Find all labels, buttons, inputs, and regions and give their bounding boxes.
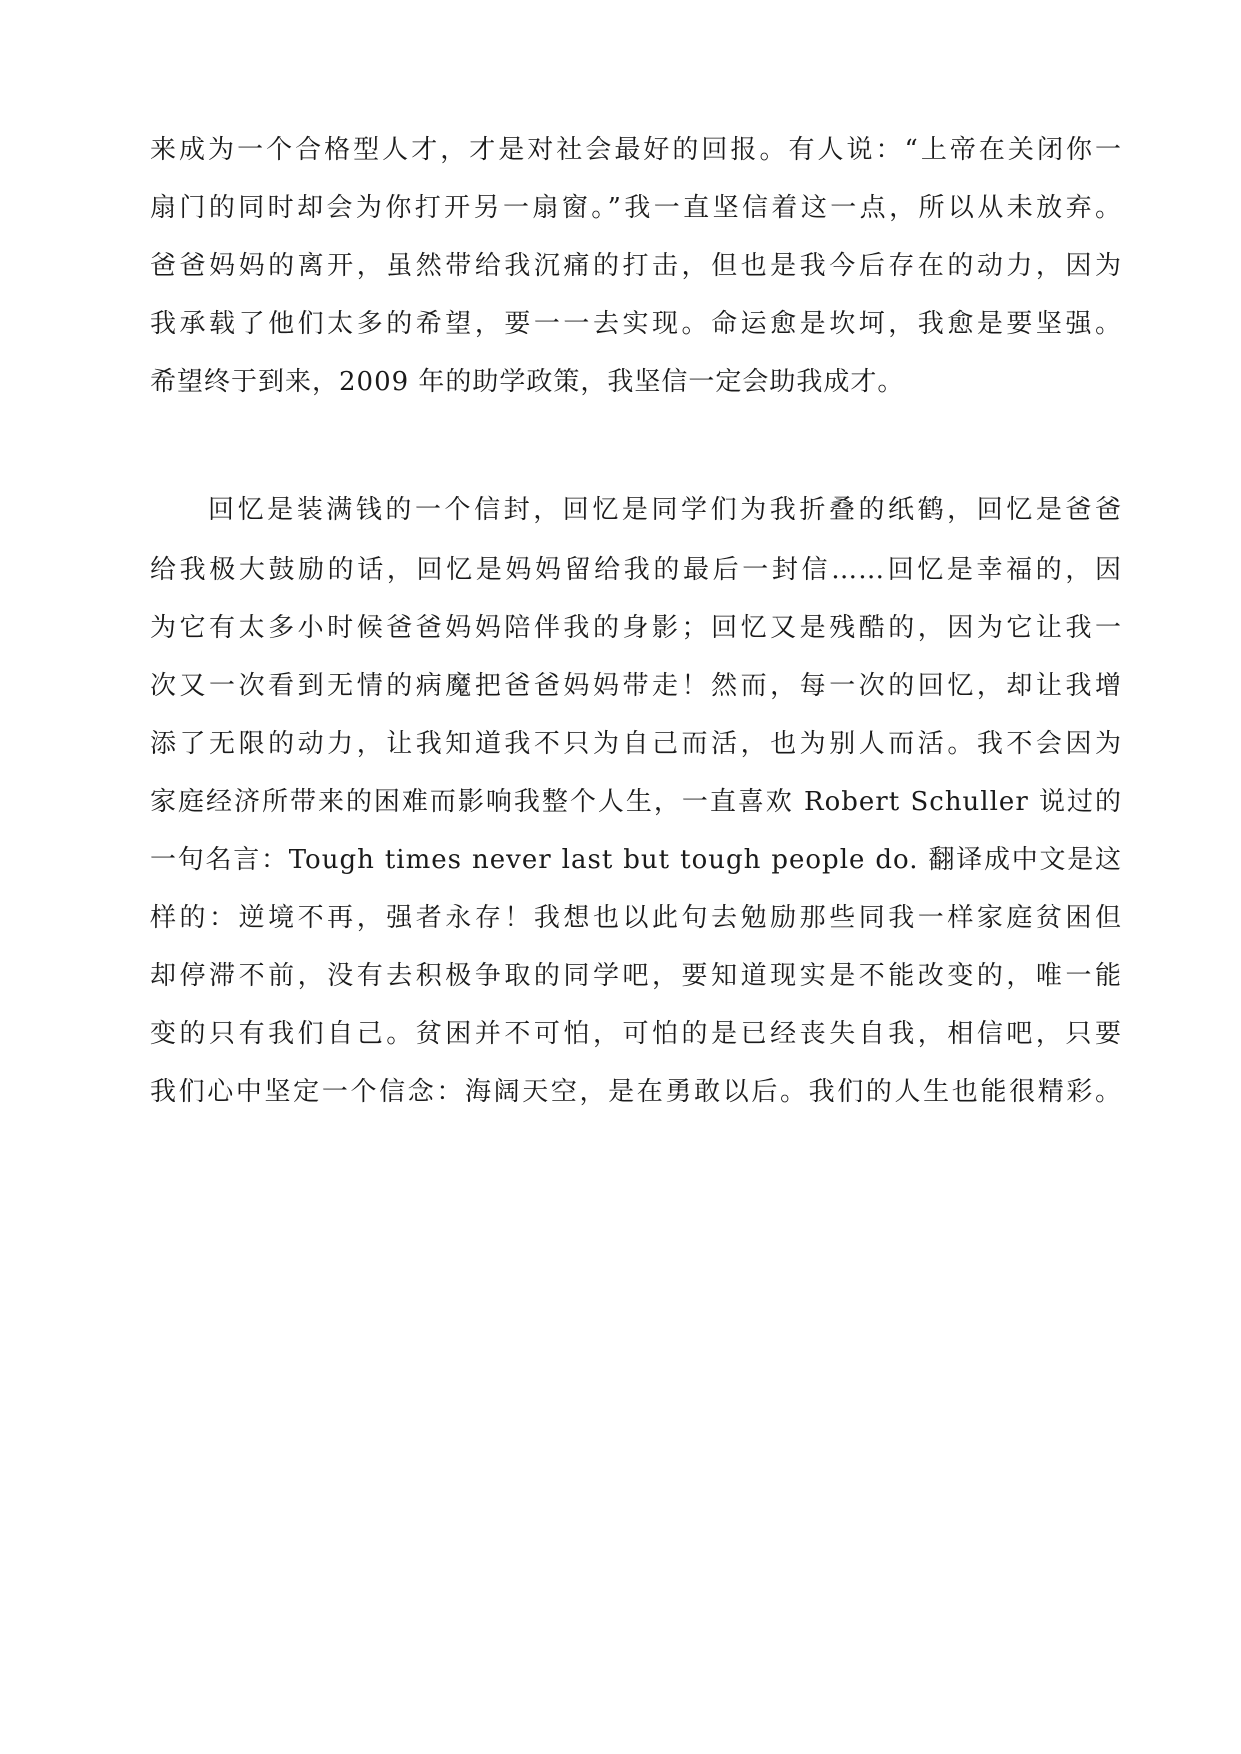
paragraph-2-line-5: 添了无限的动力，让我知道我不只为自己而活，也为别人而活。我不会因为 [150,729,1122,759]
paragraph-2-line-6: 家庭经济所带来的困难而影响我整个人生，一直喜欢 Robert Schuller 说过的 [150,787,1122,817]
paragraph-1-line-5: 希望终于到来，2009 年的助学政策，我坚信一定会助我成才。 [150,367,905,397]
paragraph-1-line-1: 来成为一个合格型人才，才是对社会最好的回报。有人说：“上帝在关闭你一 [150,135,1122,165]
paragraph-2-line-10: 变的只有我们自己。贫困并不可怕，可怕的是已经丧失自我，相信吧，只要 [150,1019,1122,1049]
paragraph-2-line-7: 一句名言：Tough times never last but tough people do. 翻译成中文是这 [150,845,1122,875]
paragraph-2-line-11: 我们心中坚定一个信念：海阔天空，是在勇敢以后。我们的人生也能很精彩。 [150,1077,1122,1107]
paragraph-2-line-9: 却停滞不前，没有去积极争取的同学吧，要知道现实是不能改变的，唯一能 [150,961,1122,991]
paragraph-2-line-3: 为它有太多小时候爸爸妈妈陪伴我的身影；回忆又是残酷的，因为它让我一 [150,613,1122,643]
paragraph-2-line-1: 回忆是装满钱的一个信封，回忆是同学们为我折叠的纸鹤，回忆是爸爸 [208,495,1122,525]
paragraph-1-line-2: 扇门的同时却会为你打开另一扇窗。”我一直坚信着这一点，所以从未放弃。 [150,193,1122,223]
paragraph-1-line-3: 爸爸妈妈的离开，虽然带给我沉痛的打击，但也是我今后存在的动力，因为 [150,251,1122,281]
paragraph-2-line-8: 样的：逆境不再，强者永存！我想也以此句去勉励那些同我一样家庭贫困但 [150,903,1122,933]
paragraph-2-line-2: 给我极大鼓励的话，回忆是妈妈留给我的最后一封信……回忆是幸福的，因 [150,555,1122,585]
paragraph-1-line-4: 我承载了他们太多的希望，要一一去实现。命运愈是坎坷，我愈是要坚强。 [150,309,1122,339]
paragraph-2-line-4: 次又一次看到无情的病魔把爸爸妈妈带走！然而，每一次的回忆，却让我增 [150,671,1122,701]
